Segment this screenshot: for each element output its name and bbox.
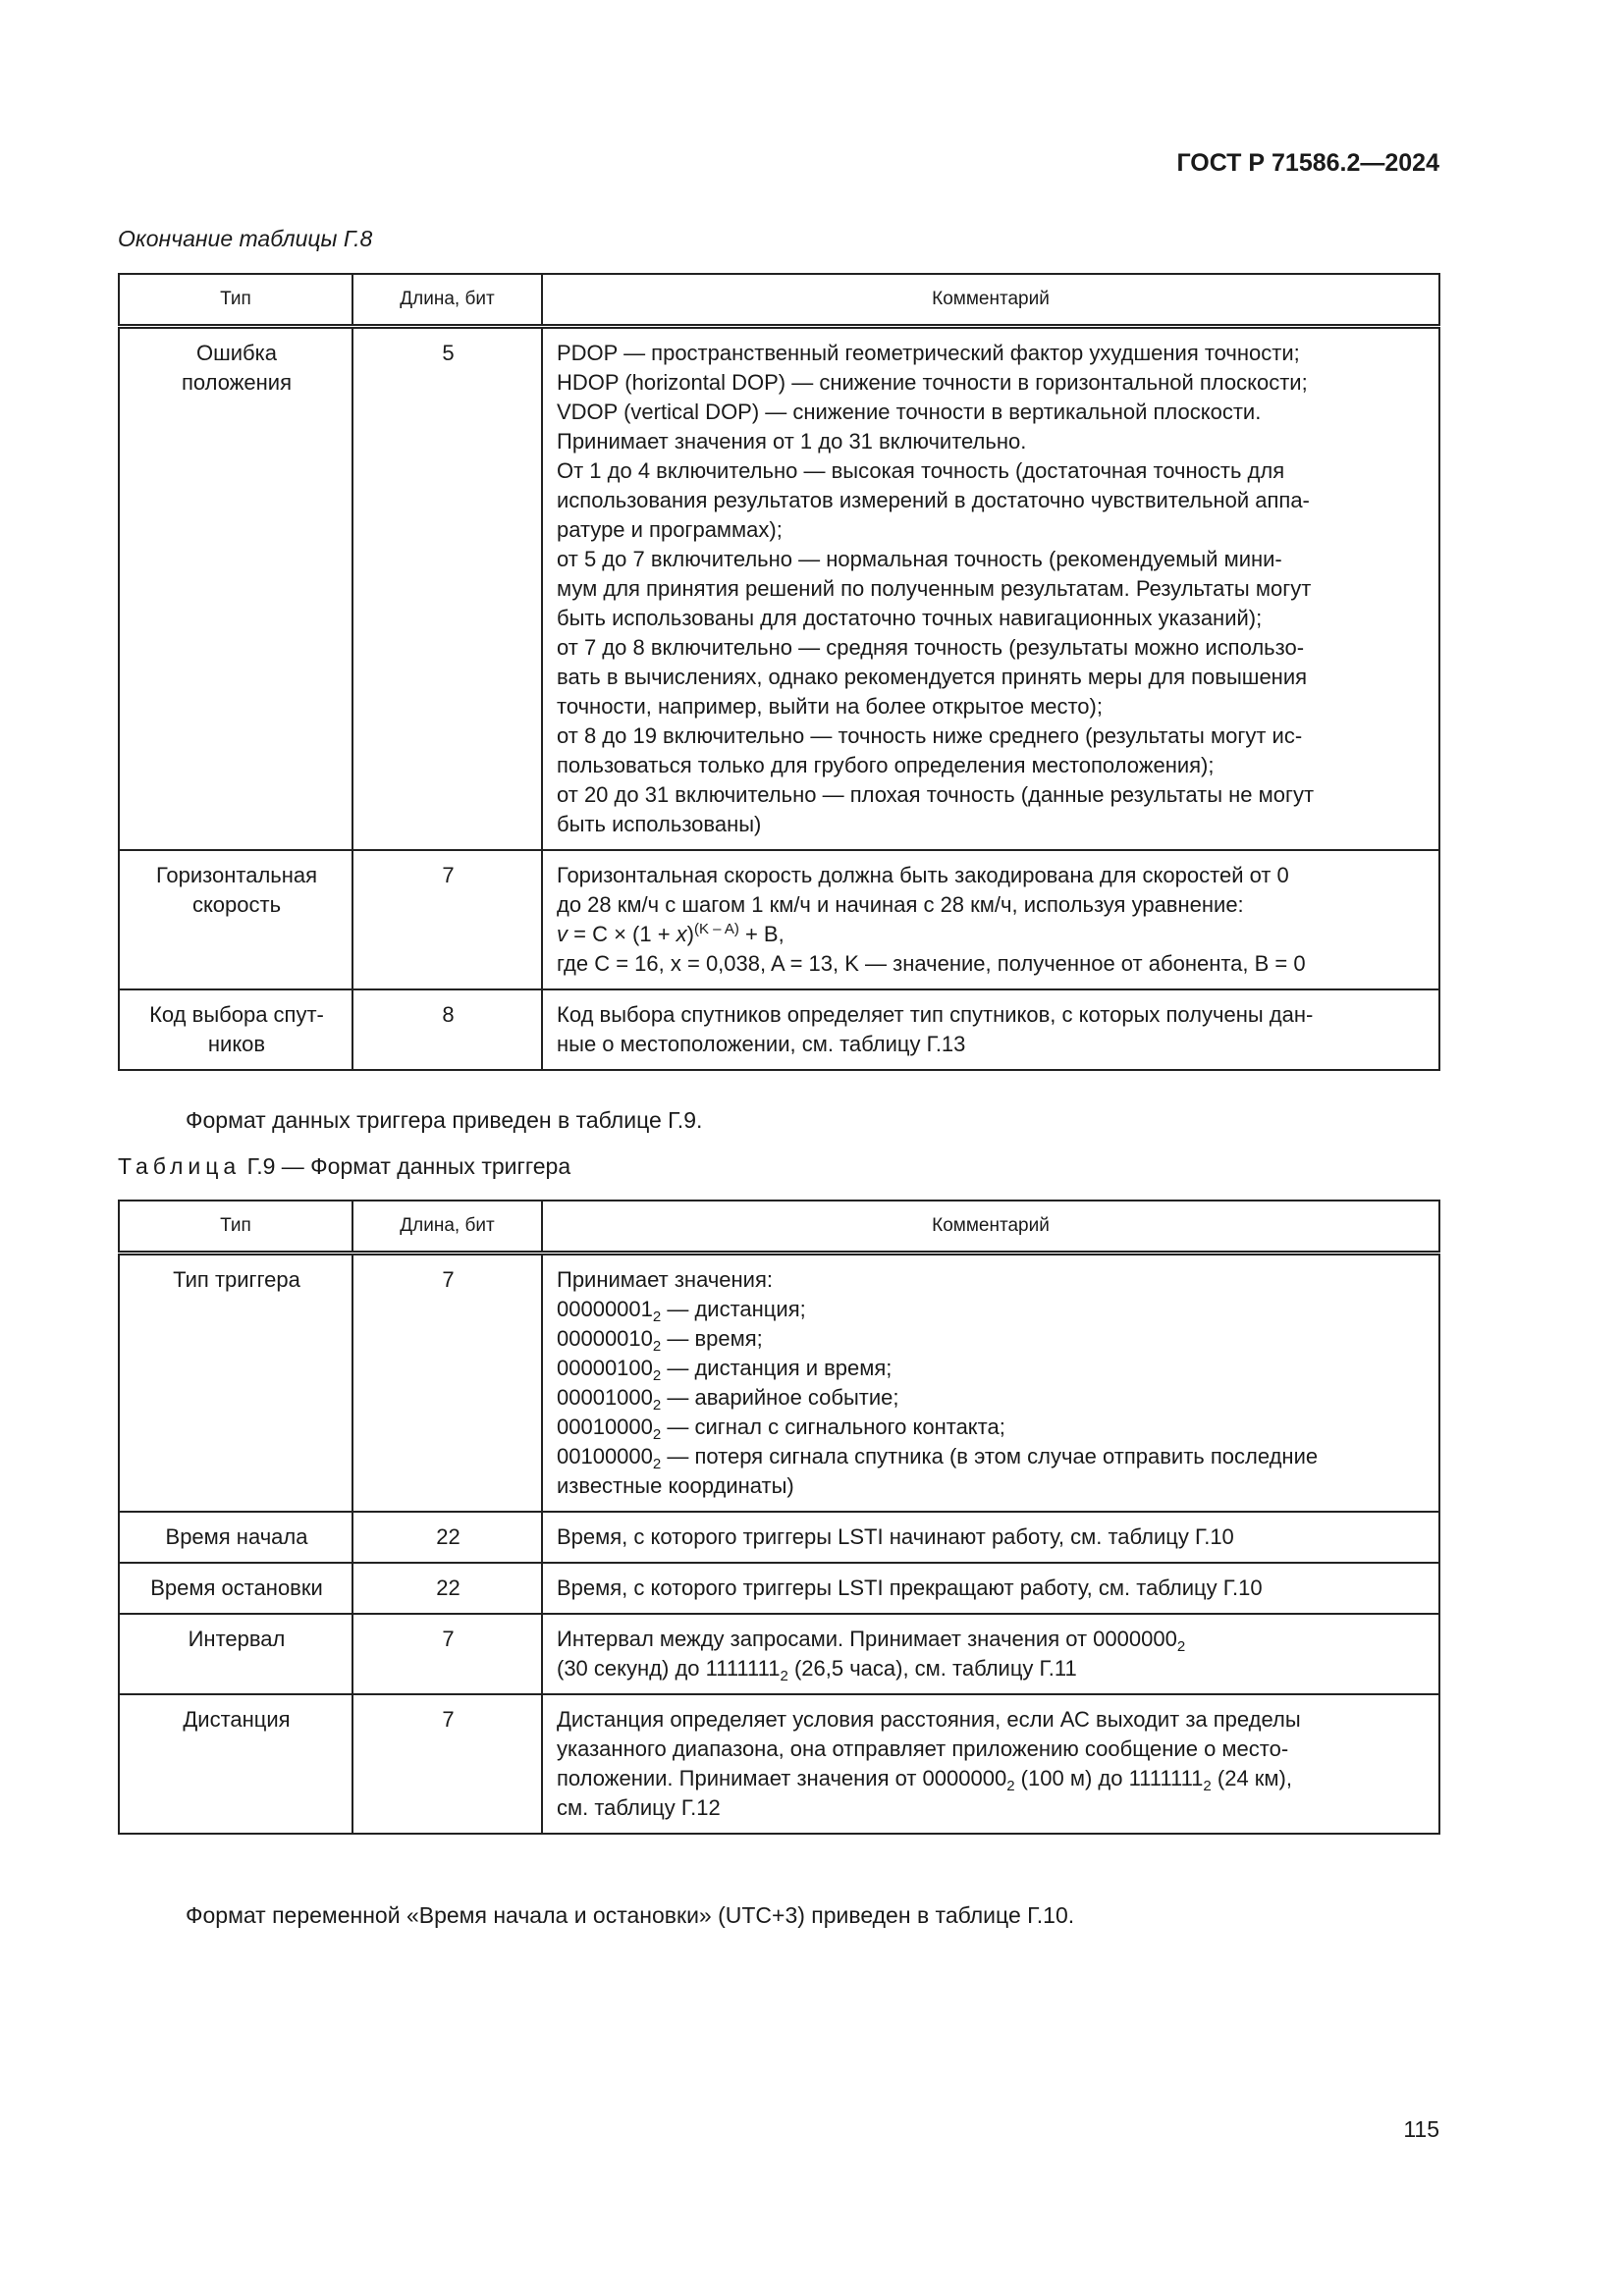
comment-line: (30 секунд) до $1111111_2$ (26,5 часа), см. таблицу Г.11 [557, 1656, 1077, 1684]
comment-line: Горизонтальная скорость должна быть закодирована для скоростей от 0 [557, 863, 1289, 887]
cell-length: 5 [352, 327, 542, 851]
comment-line: от 8 до 19 включительно — точность ниже среднего (результаты могут ис- [557, 723, 1303, 748]
cell-type: Интервал [119, 1614, 352, 1694]
column-header-comment: Комментарий [542, 274, 1439, 327]
trigger-value: $00001000_2$ — аварийное событие; [557, 1385, 899, 1414]
speed-formula [557, 920, 1427, 949]
column-header-type: Тип [119, 1201, 352, 1254]
trigger-value: $00000100_2$ — дистанция и время; [557, 1356, 893, 1384]
comment-line: быть использованы) [557, 812, 762, 836]
comment-line: Принимает значения от 1 до 31 включительно. [557, 429, 1027, 454]
comment-line: мум для принятия решений по полученным результатам. Результаты могут [557, 576, 1312, 601]
comment-line: до 28 км/ч с шагом 1 км/ч и начиная с 28 км/ч, используя уравнение: [557, 892, 1244, 917]
comment-line: использования результатов измерений в достаточно чувствительной аппа- [557, 488, 1310, 512]
formula-part: + B, [738, 922, 785, 946]
cell-length: 7 [352, 1254, 542, 1513]
cell-type: Время остановки [119, 1563, 352, 1614]
table-row [119, 850, 1439, 989]
caption-word: Таблица [118, 1153, 242, 1179]
cell-type: Дистанция [119, 1694, 352, 1834]
trigger-value: $00100000_2$ — потеря сигнала спутника (в этом случае отправить последние [557, 1444, 1319, 1472]
trigger-value: $00000001_2$ — дистанция; [557, 1297, 806, 1325]
comment-line: Дистанция определяет условия расстояния, если АС выходит за пределы [557, 1707, 1301, 1732]
cell-text: Горизонтальная [155, 863, 318, 887]
cell-text: Код выбора спут- [149, 1002, 324, 1027]
comment-line: точности, например, выйти на более открытое место); [557, 694, 1103, 719]
column-header-length: Длина, бит [352, 1201, 542, 1254]
cell-comment [542, 1694, 1439, 1834]
table-g9-caption [118, 1153, 570, 1180]
document-code: ГОСТ Р 71586.2—2024 [1176, 149, 1439, 177]
comment-line: быть использованы для достаточно точных навигационных указаний); [557, 606, 1263, 630]
cell-text: скорость [191, 892, 282, 917]
formula-part: = C × (1 + [568, 922, 677, 946]
cell-comment [542, 1614, 1439, 1694]
cell-length: 7 [352, 1614, 542, 1694]
page-number: 115 [1403, 2116, 1439, 2142]
trigger-value: $00010000_2$ — сигнал с сигнального контакта; [557, 1415, 1005, 1443]
caption-rest: Г.9 — Формат данных триггера [246, 1153, 571, 1179]
cell-comment [542, 850, 1439, 989]
table-header-row [119, 274, 1439, 327]
column-header-length: Длина, бит [352, 274, 542, 327]
cell-type [119, 989, 352, 1070]
comment-line: от 7 до 8 включительно — средняя точность (результаты можно использо- [557, 635, 1305, 660]
cell-length: 7 [352, 850, 542, 989]
formula-var-v: v [557, 922, 568, 946]
comment-line: положении. Принимает значения от $0000000_2$ (100 м) до $1111111_2$ (24 км), [557, 1766, 1292, 1794]
comment-line: ратуре и программах); [557, 517, 783, 542]
cell-comment [542, 1254, 1439, 1513]
cell-comment: Время, с которого триггеры LSTI начинают работу, см. таблицу Г.10 [542, 1512, 1439, 1563]
comment-line: Принимает значения: [557, 1267, 773, 1292]
table-header-row [119, 1201, 1439, 1254]
table-g8 [118, 273, 1440, 1071]
cell-length: 22 [352, 1512, 542, 1563]
comment-line: VDOP (vertical DOP) — снижение точности в вертикальной плоскости. [557, 400, 1262, 424]
comment-line: см. таблицу Г.12 [557, 1795, 721, 1820]
table-g8-caption: Окончание таблицы Г.8 [118, 226, 373, 251]
cell-length: 7 [352, 1694, 542, 1834]
comment-line: от 5 до 7 включительно — нормальная точность (рекомендуемый мини- [557, 547, 1282, 571]
comment-line: Код выбора спутников определяет тип спутников, с которых получены дан- [557, 1002, 1314, 1027]
table-row [119, 327, 1439, 851]
comment-line: PDOP — пространственный геометрический фактор ухудшения точности; [557, 341, 1300, 365]
comment-line: вать в вычислениях, однако рекомендуется принять меры для повышения [557, 665, 1308, 689]
cell-length: 8 [352, 989, 542, 1070]
comment-line: HDOP (horizontal DOP) — снижение точности в горизонтальной плоскости; [557, 370, 1308, 395]
comment-line: от 20 до 31 включительно — плохая точность (данные результаты не могут [557, 782, 1315, 807]
comment-line: ные о местоположении, см. таблицу Г.13 [557, 1032, 966, 1056]
comment-line: указанного диапазона, она отправляет приложению сообщение о место- [557, 1736, 1289, 1761]
paragraph-start-stop-format: Формат переменной «Время начала и остановки» (UTC+3) приведен в таблице Г.10. [186, 1902, 1075, 1928]
column-header-comment: Комментарий [542, 1201, 1439, 1254]
table-row [119, 1563, 1439, 1614]
formula-var-x: x [676, 922, 687, 946]
comment-line: пользоваться только для грубого определения местоположения); [557, 753, 1215, 777]
comment-line: Интервал между запросами. Принимает значения от $0000000_2$ [557, 1627, 1186, 1655]
cell-comment: Время, с которого триггеры LSTI прекращают работу, см. таблицу Г.10 [542, 1563, 1439, 1614]
cell-text: ников [207, 1032, 266, 1056]
comment-line: известные координаты) [557, 1473, 794, 1498]
cell-length: 22 [352, 1563, 542, 1614]
cell-type: Тип триггера [119, 1254, 352, 1513]
cell-type [119, 850, 352, 989]
cell-comment [542, 327, 1439, 851]
table-row [119, 1694, 1439, 1834]
table-g9 [118, 1200, 1440, 1835]
cell-text: положения [181, 370, 293, 395]
comment-line: От 1 до 4 включительно — высокая точность (достаточная точность для [557, 458, 1285, 483]
cell-type: Время начала [119, 1512, 352, 1563]
cell-type [119, 327, 352, 851]
paragraph-trigger-format: Формат данных триггера приведен в таблице Г.9. [186, 1107, 703, 1133]
table-row [119, 989, 1439, 1070]
comment-line: где C = 16, x = 0,038, A = 13, K — значение, полученное от абонента, B = 0 [557, 951, 1306, 976]
cell-comment [542, 989, 1439, 1070]
table-row [119, 1614, 1439, 1694]
cell-text: Ошибка [196, 341, 277, 365]
formula-exponent: (K – A) [694, 921, 739, 937]
table-row [119, 1254, 1439, 1513]
table-row [119, 1512, 1439, 1563]
column-header-type: Тип [119, 274, 352, 327]
formula-part: ) [686, 922, 694, 946]
trigger-value: $00000010_2$ — время; [557, 1326, 763, 1355]
